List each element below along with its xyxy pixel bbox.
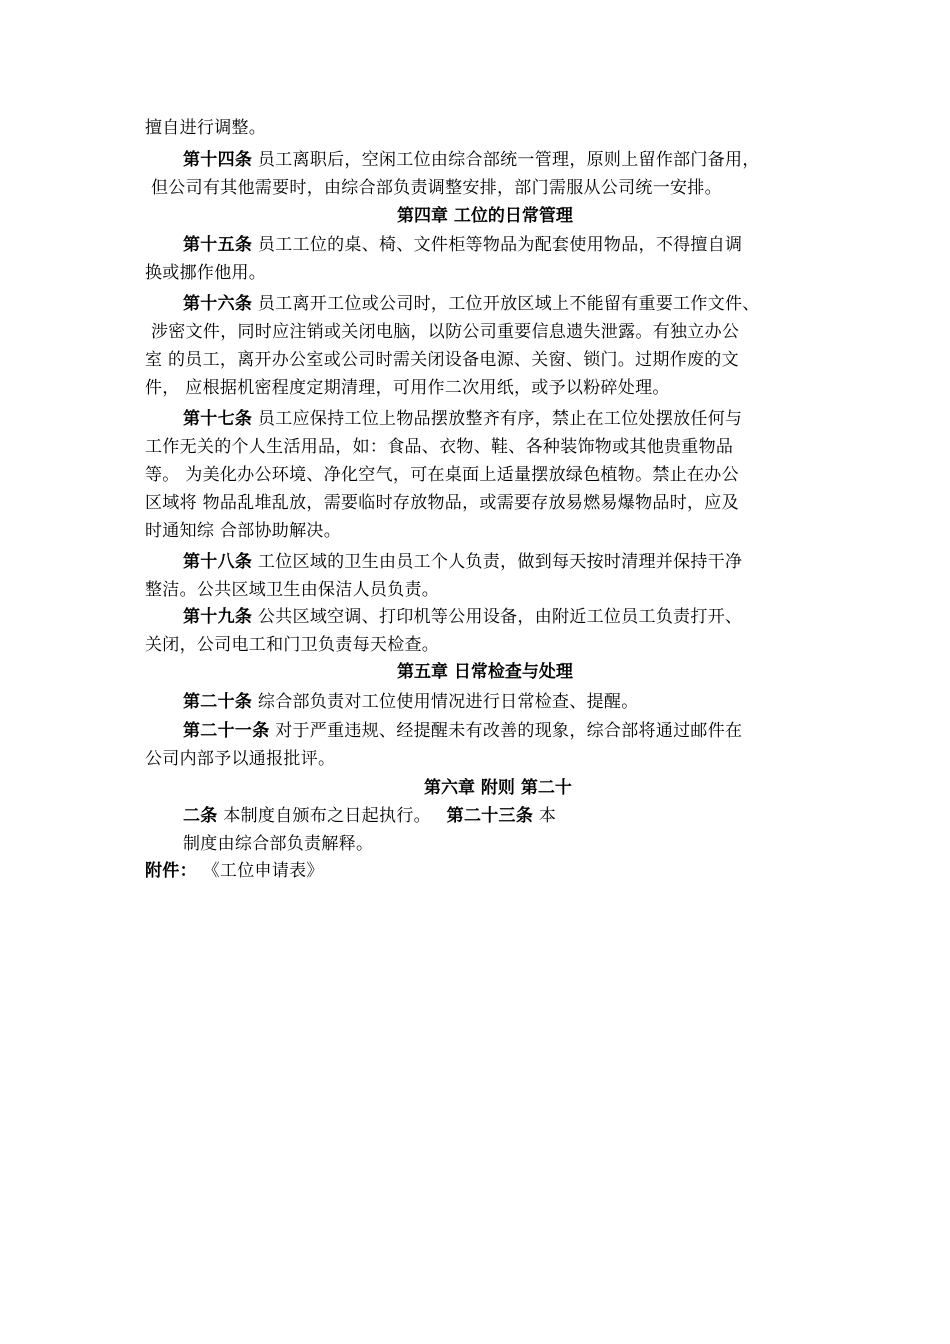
article-15-line-1 (183, 233, 742, 257)
article-16-text-2: 涉密文件，同时应注销或关闭电脑，以防公司重要信息遗失泄露。有独立办公 (151, 322, 740, 342)
article-15-text-1: 员工工位的桌、椅、文件柜等物品为配套使用物品，不得擅自调 (257, 235, 743, 255)
article-17-text-4: 区域将 物品乱堆乱放，需要临时存放物品，或需要存放易燃易爆物品时，应及 (145, 493, 739, 513)
article-16-text-1: 员工离开工位或公司时，工位开放区域上不能留有重要工作文件、 (257, 294, 760, 314)
article-18-label: 第十八条 (183, 552, 253, 572)
attachment-line (145, 859, 324, 883)
article-21-text-2: 公司内部予以通报批评。 (145, 749, 336, 769)
article-23-text-2: 制度由综合部负责解释。 (183, 834, 374, 854)
article-22-line (183, 804, 556, 828)
article-23-label: 第二十三条 (446, 806, 534, 826)
article-19-label: 第十九条 (183, 607, 253, 627)
article-16-label: 第十六条 (183, 294, 253, 314)
article-20-text-1: 综合部负责对工位使用情况进行日常检查、提醒。 (257, 692, 639, 712)
article-22-label: 二条 (183, 806, 218, 826)
chapter-6-heading: 第六章 附则 第二十 (424, 778, 572, 798)
article-14-label: 第十四条 (183, 150, 253, 170)
article-18-line-1 (183, 550, 742, 574)
article-17-label: 第十七条 (183, 409, 253, 429)
article-19-line-1 (183, 605, 742, 629)
attachment-link[interactable]: 《工位申请表》 (202, 861, 324, 881)
article-14-text-2: 但公司有其他需要时，由综合部负责调整安排，部门需服从公司统一安排。 (151, 178, 722, 198)
article-16-line-1 (183, 292, 760, 316)
article-18-text-2: 整洁。公共区域卫生由保洁人员负责。 (145, 580, 440, 600)
article-14-text-1: 员工离职后，空闲工位由综合部统一管理，原则上留作部门备用， (257, 150, 760, 170)
chapter-5-heading: 第五章 日常检查与处理 (397, 662, 573, 682)
article-20-line-1 (183, 690, 639, 714)
chapter-4-heading: 第四章 工位的日常管理 (397, 206, 573, 226)
attachment-label: 附件： (145, 861, 197, 881)
article-17-text-2: 工作无关的个人生活用品，如：食品、衣物、鞋、各种装饰物或其他贵重物品 (145, 437, 734, 457)
article-19-text-2: 关闭，公司电工和门卫负责每天检查。 (145, 635, 440, 655)
article-17-text-5: 时通知综 合部协助解决。 (145, 521, 342, 541)
paragraph-continuation: 擅自进行调整。 (145, 118, 267, 138)
article-16-text-3: 室 的员工，离开办公室或公司时需关闭设备电源、关窗、锁门。过期作废的文 (145, 350, 739, 370)
article-20-label: 第二十条 (183, 692, 253, 712)
article-17-text-3: 等。 为美化办公环境、净化空气，可在桌面上适量摆放绿色植物。禁止在办公 (145, 465, 739, 485)
article-21-text-1: 对于严重违规、经提醒未有改善的现象，综合部将通过邮件在 (275, 721, 743, 741)
article-17-line-1 (183, 407, 742, 431)
article-14-line-1 (183, 148, 760, 172)
article-23-text-1: 本 (538, 806, 557, 826)
article-15-label: 第十五条 (183, 235, 253, 255)
article-19-text-1: 公共区域空调、打印机等公用设备，由附近工位员工负责打开、 (257, 607, 743, 627)
article-21-line-1 (183, 719, 742, 743)
article-21-label: 第二十一条 (183, 721, 270, 741)
article-22-text: 本制度自颁布之日起执行。 (223, 806, 431, 826)
article-17-text-1: 员工应保持工位上物品摆放整齐有序，禁止在工位处摆放任何与 (257, 409, 743, 429)
article-15-text-2: 换或挪作他用。 (145, 263, 267, 283)
article-18-text-1: 工位区域的卫生由员工个人负责，做到每天按时清理并保持干净 (257, 552, 743, 572)
article-16-text-4: 件， 应根据机密程度定期清理，可用作二次用纸，或予以粉碎处理。 (145, 378, 670, 398)
